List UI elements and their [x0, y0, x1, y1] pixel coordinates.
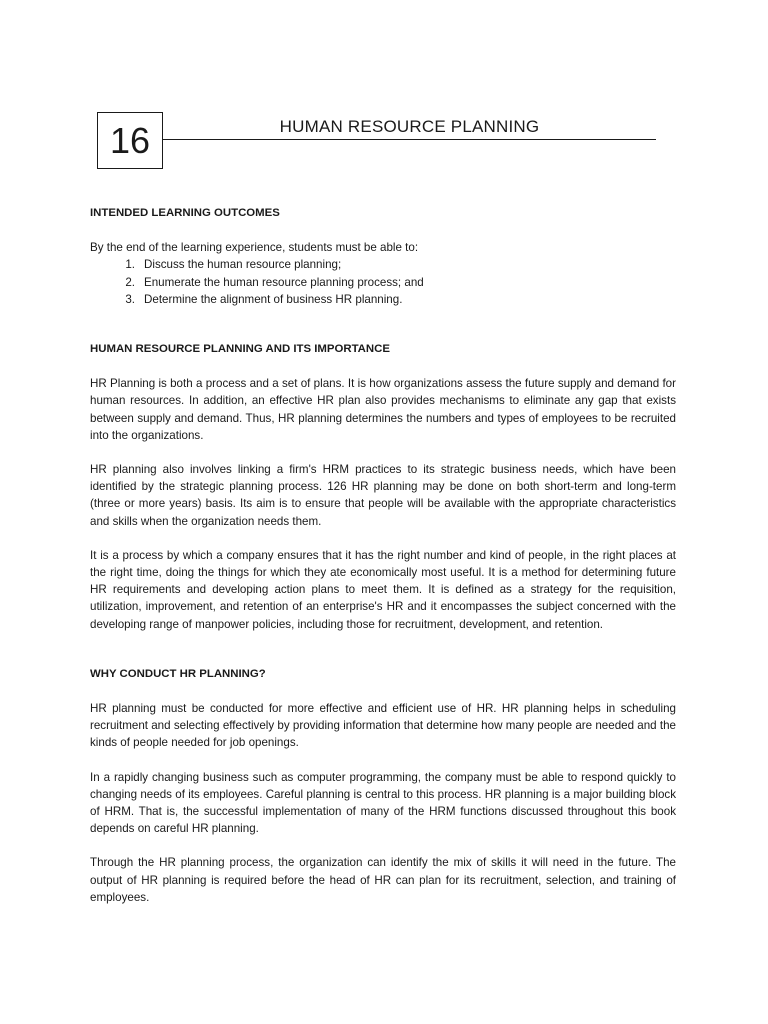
- document-body: [90, 205, 676, 906]
- outcomes-intro: By the end of the learning experience, students must be able to:: [90, 241, 419, 255]
- paragraph: It is a process by which a company ensures that it has the right number and kind of people, in the right places at the right time, doing the things for which they ate economically most useful. It is a method for determining future HR requirements and developing action plans to meet them. It is defined as a strategy for the requisition, utilization, improvement, and retention of an enterprise's HR and it encompasses the subject concerned with the developing range of manpower policies, including those for recruitment, development, and retention.: [90, 548, 676, 631]
- paragraph: In a rapidly changing business such as computer programming, the company must be able to respond quickly to changing needs of its employees. Careful planning is central to this process. HR planning is a major building block of HRM. That is, the successful implementation of many of the HRM functions discussed throughout this book depends on careful HR planning.: [90, 770, 676, 836]
- paragraph: HR Planning is both a process and a set of plans. It is how organizations assess the future supply and demand for human resources. In addition, an effective HR plan also provides mechanisms to eliminate any gap that exists between supply and demand. Thus, HR planning determines the numbers and types of employees to be recruited into the organizations.: [90, 377, 676, 442]
- chapter-number-box: [97, 112, 163, 169]
- chapter-title: HUMAN RESOURCE PLANNING: [279, 117, 540, 136]
- list-item-number: 1.: [125, 258, 135, 272]
- list-item: [90, 274, 676, 291]
- section-heading-why: WHY CONDUCT HR PLANNING?: [90, 667, 266, 680]
- list-item-number: 3.: [125, 292, 135, 306]
- list-item-text: Enumerate the human resource planning process; and: [144, 275, 424, 289]
- chapter-number: 16: [109, 119, 151, 161]
- list-item-number: 2.: [125, 275, 135, 289]
- paragraph: HR planning must be conducted for more effective and efficient use of HR. HR planning helps in scheduling recruitment and selecting effectively by providing information that determine how many people are needed and the kinds of people needed for job openings.: [90, 702, 676, 750]
- list-item: [90, 256, 676, 273]
- paragraph: Through the HR planning process, the organization can identify the mix of skills it will need in the future. The output of HR planning is required before the head of HR can plan for its recruitment, selection, and training of employees.: [90, 856, 676, 904]
- section-heading-outcomes: INTENDED LEARNING OUTCOMES: [90, 207, 280, 219]
- paragraph: HR planning also involves linking a firm's HRM practices to its strategic business needs, which have been identified by the strategic planning process. 126 HR planning may be done on both short-term and long-term (three or more years) basis. Its aim is to ensure that people will be available with the appropriate characteristics and skills when the organization needs them.: [90, 463, 676, 528]
- list-item-text: Discuss the human resource planning;: [144, 258, 342, 272]
- list-item: [90, 291, 676, 308]
- list-item-text: Determine the alignment of business HR planning.: [144, 292, 403, 306]
- section-heading-importance: HUMAN RESOURCE PLANNING AND ITS IMPORTANCE: [90, 343, 390, 356]
- chapter-title-rule: [163, 139, 656, 140]
- outcomes-list: [90, 256, 676, 308]
